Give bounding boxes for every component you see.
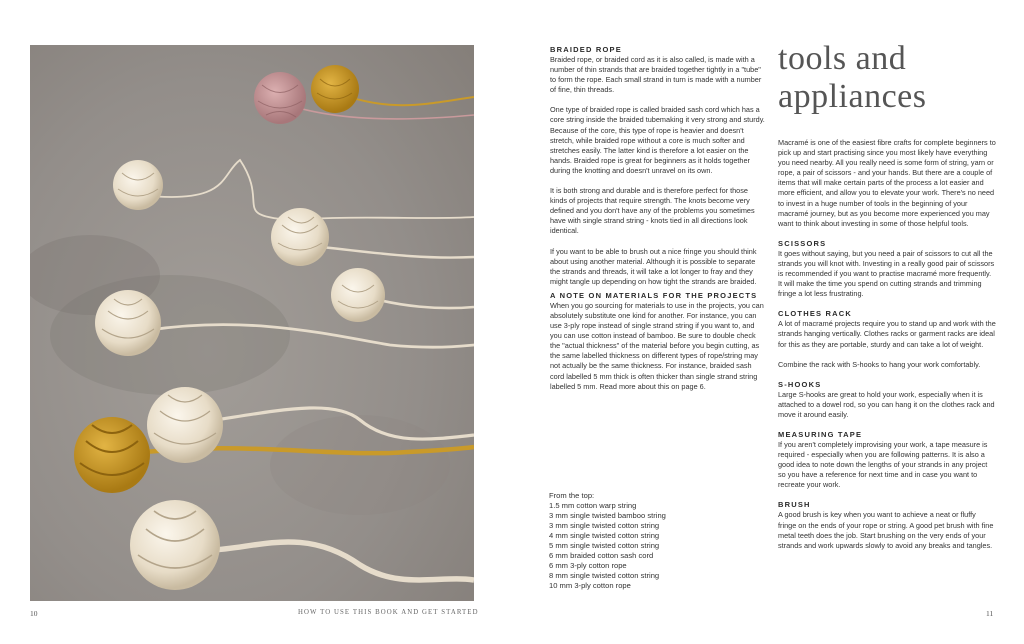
title-line-2: appliances: [778, 78, 927, 115]
braided-para-4: If you want to be able to brush out a nice fringe you should think about using another material. Although it is possible to separate the strands and threads, it will take a lot longer to fray and they might tangle up depending on how tight the strands are braided.: [550, 246, 757, 286]
pink-ball: [254, 72, 306, 124]
cream-ball-3: [331, 268, 385, 322]
caption-lead: From the top:: [549, 491, 595, 500]
tools-column: [778, 138, 996, 561]
cream-ball-5: [147, 387, 223, 463]
title-line-1: tools and: [778, 40, 907, 77]
braided-para-1: Braided rope, or braided cord as it is also called, is made with a number of thin strands that are braided together tightly in a "tube" to form the rope. Each small strand in turn is made with a number of fine, thin threads.: [550, 55, 762, 95]
tools-intro: Macramé is one of the easiest fibre crafts for complete beginners to pick up and start practising since you most likely have everything you need nearby. All you really need is some form of string, yarn or rope, a pair of scissors - and your hands. But there are a couple of items that will make certain parts of the process a lot easier and more efficient, and allow you to elevate your work. There's no need to invest in a huge number of tools in the beginning of your macramé journey, but as you become more experienced you may want to think about investing in some of those helpful tools.: [778, 138, 996, 228]
clothes-rack-heading: CLOTHES RACK: [778, 309, 852, 319]
measuring-tape-heading: MEASURING TAPE: [778, 429, 863, 439]
running-head: HOW TO USE THIS BOOK AND GET STARTED: [298, 609, 479, 616]
rope-photo: [30, 45, 474, 601]
braided-rope-heading: BRAIDED ROPE: [550, 45, 622, 54]
brush-text: A good brush is key when you want to achieve a neat or fluffy fringe on the ends of your rope or string. A good pet brush with fine metal teeth does the job. Start brushing on the very ends of your strands and work upwards slowly to avoid any breaks and tangles.: [778, 510, 994, 550]
braided-para-2: One type of braided rope is called braided sash cord which has a core string inside the braided tubemaking it very strong and sturdy. Because of the core, this type of rope is heavier and doesn't stretch, while braided rope without a core is much softer and stretches easily. The latter kind is therefore a lot easier on the hands. Braided rope is great for beginners as it holds together during the knotting and doesn't unravel on its own.: [550, 105, 765, 175]
chapter-title: [778, 40, 988, 116]
mustard-ball: [311, 65, 359, 113]
caption-item: 3 mm single twisted bamboo string: [549, 511, 666, 520]
braided-para-3: It is both strong and durable and is therefore perfect for those kinds of projects that require strength. The knots become very defined and you don't have any of the problems you sometimes have with single strand string - knots tied in all directions look identical.: [550, 186, 755, 236]
rope-balls-illustration: [30, 45, 474, 601]
page-number-right: 11: [986, 609, 994, 618]
caption-item: 8 mm single twisted cotton string: [549, 571, 660, 580]
caption-item: 6 mm braided cotton sash cord: [549, 551, 654, 560]
clothes-rack-text-2: Combine the rack with S-hooks to hang your work comfortably.: [778, 359, 981, 369]
caption-item: 10 mm 3-ply cotton rope: [549, 581, 631, 590]
caption-item: 3 mm single twisted cotton string: [549, 521, 660, 530]
materials-para-1: When you go sourcing for materials to use in the projects, you can absolutely substitute one kind for another. For instance, you can use 3-ply rope instead of single strand string if you want to, and you can use cotton instead of bamboo. Be sure to double check the "actual thickness" of the material before you begin cutting, as the same labelled thickness on different types of rope/string may not actually be the same thickness. For instance, braided sash cord labelled 5 mm thick is often thicker than single strand string labelled 5 mm. Read more about this on page 6.: [550, 300, 764, 391]
scissors-text: It goes without saying, but you need a pair of scissors to cut all the strands you will knot with. Investing in a really good pair of scissors is recommended if you want to practise macramé more frequently. It will make the time you spend on cutting strands and trimming fringe a lot less frustrating.: [778, 248, 995, 299]
cream-ball-4: [95, 290, 161, 356]
mustard-ball-large: [74, 417, 150, 493]
cream-ball-2: [271, 208, 329, 266]
page-number-left: 10: [30, 609, 38, 618]
cream-ball-6: [130, 500, 220, 590]
caption-item: 6 mm 3-ply cotton rope: [549, 561, 627, 570]
s-hooks-heading: S-HOOKS: [778, 379, 822, 389]
caption-item: 1.5 mm cotton warp string: [549, 501, 637, 510]
s-hooks-text: Large S-hooks are great to hold your work, especially when it is attached to a dowel rod, so you can hang it on the clothes rack and move it around easily.: [778, 389, 995, 419]
caption-item: 4 mm single twisted cotton string: [549, 531, 660, 540]
photo-caption: [549, 491, 749, 591]
materials-heading: A NOTE ON MATERIALS FOR THE PROJECTS: [550, 290, 758, 300]
braided-rope-column: [550, 45, 766, 402]
measuring-tape-text: If you aren't completely improvising your work, a tape measure is required - especially when you are following patterns. It is also a good idea to note down the lengths of your strands in any project so you have a reference for next time and in case you want to recreate your work.: [778, 439, 988, 490]
clothes-rack-text: A lot of macramé projects require you to stand up and work with the strands hanging vertically. Clothes racks or garment racks are ideal for this as they are portable, sturdy and can take a lot of weight.: [778, 319, 996, 349]
brush-heading: BRUSH: [778, 500, 811, 510]
scissors-heading: SCISSORS: [778, 238, 827, 248]
caption-item: 5 mm single twisted cotton string: [549, 541, 660, 550]
cream-ball-1: [113, 160, 163, 210]
